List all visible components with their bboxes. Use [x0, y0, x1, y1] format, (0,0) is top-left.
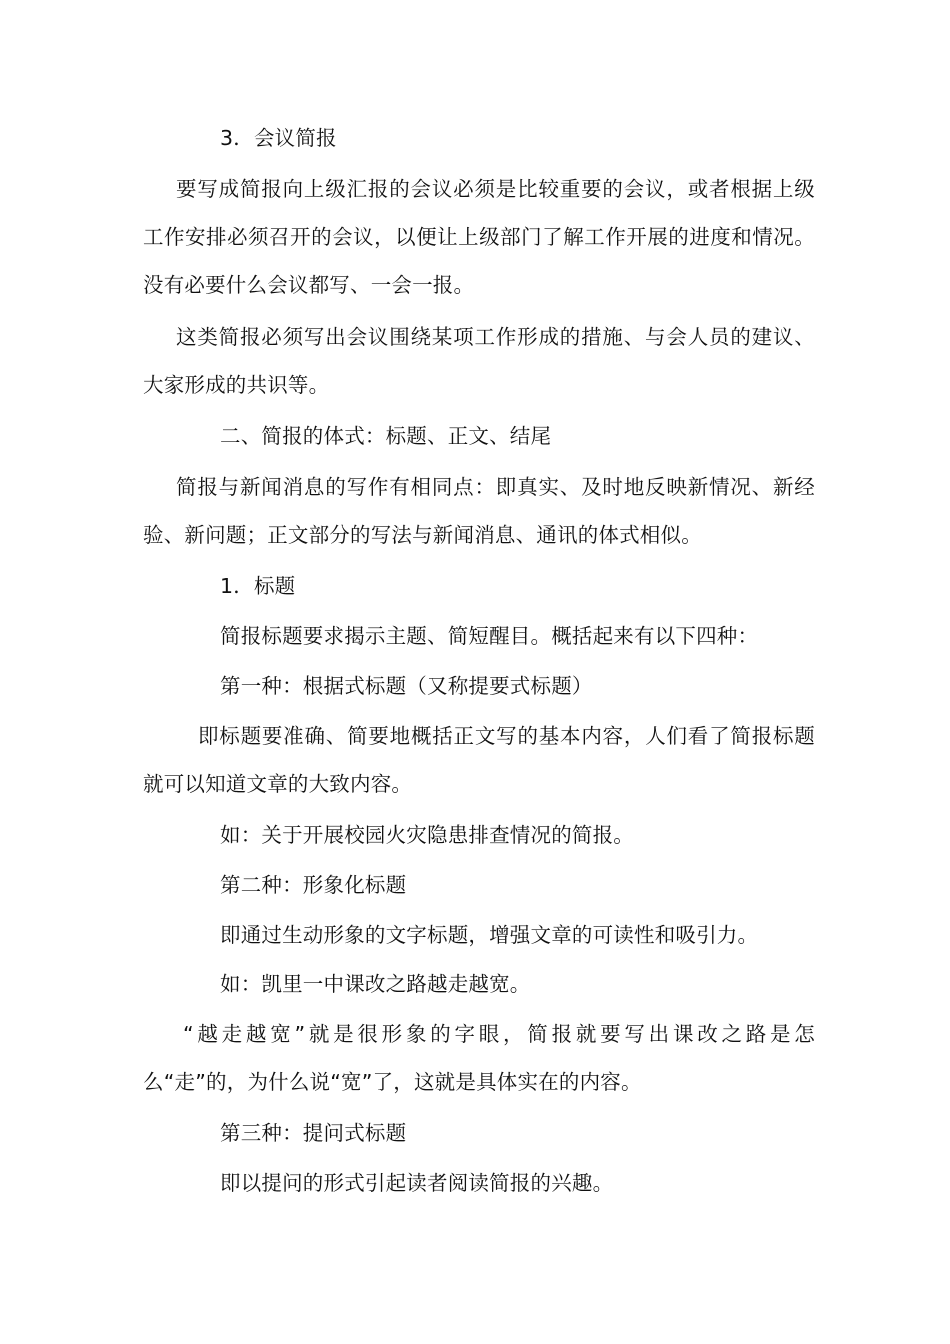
subsection-heading: 第一种：根据式标题（又称提要式标题）: [220, 674, 593, 698]
body-paragraph: 要写成简报向上级汇报的会议必须是比较重要的会议，或者根据上级工作安排必须召开的会议，以便让上级部门了解工作开展的进度和情况。没有必要什么会议都写、一会一报。: [143, 177, 815, 297]
subsection-heading: 第二种：形象化标题: [220, 873, 407, 897]
subsection-heading: 第三种：提问式标题: [220, 1121, 407, 1145]
example-line: 如：关于开展校园火灾隐患排查情况的简报。: [220, 823, 634, 847]
body-paragraph: 即以提问的形式引起读者阅读简报的兴趣。: [220, 1171, 614, 1195]
section-heading: 3．会议简报: [220, 126, 337, 150]
example-line: 如：凯里一中课改之路越走越宽。: [220, 972, 531, 996]
section-heading: 1．标题: [220, 574, 296, 598]
body-paragraph: 即标题要准确、简要地概括正文写的基本内容，人们看了简报标题就可以知道文章的大致内容。: [143, 724, 815, 796]
body-paragraph: 简报与新闻消息的写作有相同点：即真实、及时地反映新情况、新经验、新问题；正文部分的写法与新闻消息、通讯的体式相似。: [143, 475, 815, 547]
body-paragraph: 即通过生动形象的文字标题，增强文章的可读性和吸引力。: [220, 923, 759, 947]
section-heading: 二、简报的体式：标题、正文、结尾: [220, 424, 552, 448]
body-paragraph: 简报标题要求揭示主题、简短醒目。概括起来有以下四种：: [220, 624, 759, 648]
body-paragraph: “越走越宽”就是很形象的字眼，简报就要写出课改之路是怎么“走”的，为什么说“宽”了，这就是具体实在的内容。: [143, 1022, 815, 1094]
body-paragraph: 这类简报必须写出会议围绕某项工作形成的措施、与会人员的建议、大家形成的共识等。: [143, 325, 815, 397]
